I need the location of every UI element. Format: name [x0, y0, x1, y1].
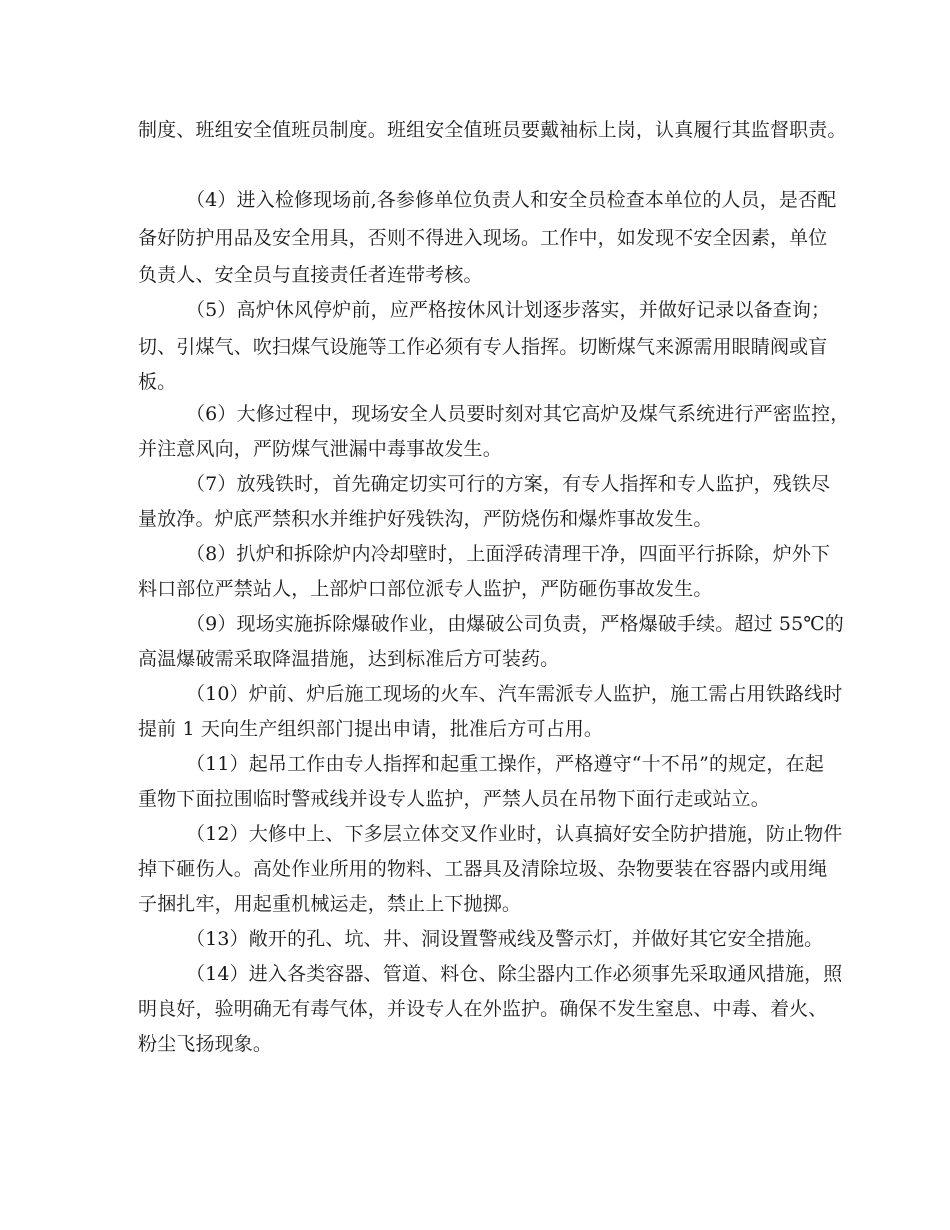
item-7-line-2: 量放净。炉底严禁积水并维护好残铁沟，严防烧伤和爆炸事故发生。 [138, 508, 713, 530]
item-7-line-1: （7）放残铁时，首先确定切实可行的方案，有专人指挥和专人监护，残铁尽 [186, 473, 831, 495]
item-8-line-2: 料口部位严禁站人，上部炉口部位派专人监护，严防砸伤事故发生。 [138, 578, 713, 600]
item-4-line-2: 备好防护用品及安全用具，否则不得进入现场。工作中，如发现不安全因素，单位 [138, 227, 828, 249]
item-14-line-1: （14）进入各类容器、管道、料仓、除尘器内工作必须事先采取通风措施，照 [186, 963, 843, 985]
item-5-line-3: 板。 [138, 371, 177, 393]
item-12-line-3: 子捆扎牢，用起重机械运走，禁止上下抛掷。 [138, 893, 522, 915]
item-14-line-2: 明良好，验明确无有毒气体，并设专人在外监护。确保不发生窒息、中毒、着火、 [138, 998, 828, 1020]
item-4-line-1: （4）进入检修现场前,各参修单位负责人和安全员检查本单位的人员，是否配 [186, 189, 837, 211]
paragraph-continuation-line: 制度、班组安全值班员制度。班组安全值班员要戴袖标上岗，认真履行其监督职责。 [138, 119, 847, 141]
item-11-line-1: （11）起吊工作由专人指挥和起重工操作，严格遵守“十不吊”的规定，在起 [186, 753, 824, 775]
item-6-line-1: （6）大修过程中，现场安全人员要时刻对其它高炉及煤气系统进行严密监控， [186, 403, 850, 425]
item-10-line-1: （10）炉前、炉后施工现场的火车、汽车需派专人监护，施工需占用铁路线时 [186, 683, 843, 705]
item-13-line-1: （13）敞开的孔、坑、井、洞设置警戒线及警示灯，并做好其它安全措施。 [186, 928, 824, 950]
item-10-line-2: 提前 1 天向生产组织部门提出申请，批准后方可占用。 [138, 718, 604, 740]
item-8-line-1: （8）扒炉和拆除炉内冷却壁时，上面浮砖清理干净，四面平行拆除，炉外下 [186, 543, 831, 565]
item-9-line-1: （9）现场实施拆除爆破作业，由爆破公司负责，严格爆破手续。超过 55℃的 [186, 613, 844, 635]
item-5-line-1: （5）高炉休风停炉前，应严格按休风计划逐步落实，并做好记录以备查询； [186, 299, 831, 321]
item-12-line-1: （12）大修中上、下多层立体交叉作业时，认真搞好安全防护措施，防止物件 [186, 823, 843, 845]
item-9-line-2: 高温爆破需采取降温措施，达到标准后方可装药。 [138, 648, 560, 670]
item-6-line-2: 并注意风向，严防煤气泄漏中毒事故发生。 [138, 438, 502, 460]
item-4-line-3: 负责人、安全员与直接责任者连带考核。 [138, 264, 483, 286]
item-11-line-2: 重物下面拉围临时警戒线并设专人监护，严禁人员在吊物下面行走或站立。 [138, 788, 770, 810]
item-5-line-2: 切、引煤气、吹扫煤气设施等工作必须有专人指挥。切断煤气来源需用眼睛阀或盲 [138, 336, 828, 358]
item-14-line-3: 粉尘飞扬现象。 [138, 1033, 273, 1055]
item-12-line-2: 掉下砸伤人。高处作业所用的物料、工器具及清除垃圾、杂物要装在容器内或用绳 [138, 858, 828, 880]
